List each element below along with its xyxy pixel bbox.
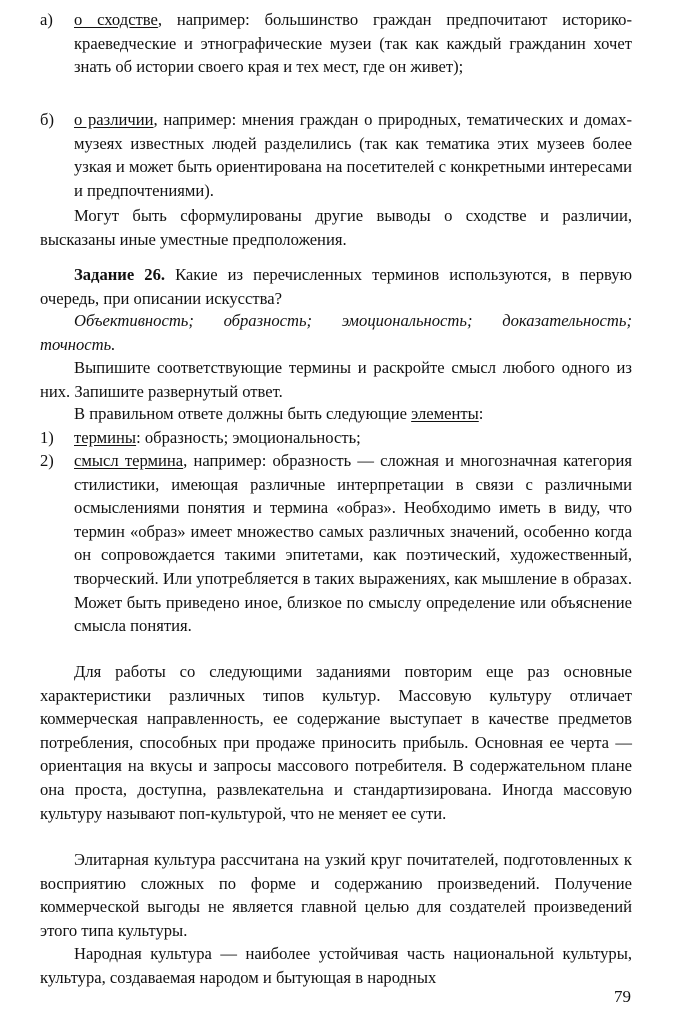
underlined-term: элементы <box>411 404 479 423</box>
list-item-text: , например: мнения граждан о природных, тематических и домах-музеях известных людей разделились (так как тематика этих музеев более узкая и может быть ориентирована на посетителей с конкретными интересами и предпочтениями). <box>74 110 632 200</box>
list-marker: а) <box>40 10 53 29</box>
underlined-term: термины <box>74 428 137 447</box>
underlined-term: смысл термина <box>74 451 184 470</box>
underlined-term: о различии <box>74 110 154 129</box>
paragraph-mass-culture: Для работы со следующими заданиями повторим еще раз основные характеристики различных типов культур. Массовую культуру отличает коммерческая направленность, ее содержание выступает в качестве предметов потребления, способных при продаже приносить прибыль. Основная ее черта — ориентация на вкусы и запросы массового потребителя. В содержательном плане она проста, доступна, развлекательна и стандартизирована. Иногда массовую культуру называют поп-культурой, что не меняет ее сути. <box>40 662 632 823</box>
task-26-terms: Объективность; образность; эмоциональность; доказательность; точность. <box>40 311 632 354</box>
list-marker: 2) <box>40 451 54 470</box>
task-26-instruction: Выпишите соответствующие термины и раскройте смысл любого одного из них. Запишите развернутый ответ. <box>40 358 632 401</box>
task-label: Задание 26. <box>74 265 166 284</box>
list-item-text: , например: большинство граждан предпочитают историко-краеведческие и этнографические музеи (так как каждый гражданин хочет знать об истории своего края и тех мест, где он живет); <box>74 10 632 77</box>
answer-intro-end: : <box>478 404 484 423</box>
underlined-term: о сходстве <box>74 10 158 29</box>
paragraph-folk-culture: Народная культура — наиболее устойчивая часть национальной культуры, культура, создаваемая народом и бытующая в народных <box>40 944 632 987</box>
paragraph-elite-culture: Элитарная культура рассчитана на узкий круг почитателей, подготовленных к восприятию сложных по форме и содержанию произведений. Получение коммерческой выгоды не является главной целью для создателей произведений этого типа культуры. <box>40 850 632 940</box>
list-marker: б) <box>40 110 54 129</box>
paragraph-other-conclusions: Могут быть сформулированы другие выводы о сходстве и различии, высказаны иные уместные предположения. <box>40 206 632 249</box>
list-item-text: , например: образность — сложная и многозначная категория стилистики, имеющая различные интерпретации в связи с различными осмыслениями понятия и термина «образ». Необходимо иметь в виду, что термин «образ» имеет множество самых различных значений, особенно когда он сопровождается такими эпитетами, как поэтический, художественный, творческий. Или употребляется в таких выражениях, как мышление в образах. Может быть приведено иное, близкое по смыслу определение или объяснение смысла понятия. <box>74 451 632 636</box>
task-question-text: Какие из перечисленных терминов используются, в первую очередь, при описании искусства? <box>40 265 632 308</box>
list-marker: 1) <box>40 428 54 447</box>
answer-intro <box>40 402 632 426</box>
page-number: 79 <box>614 987 631 1006</box>
answer-intro-text: В правильном ответе должны быть следующие <box>74 404 412 423</box>
answer-item-1 <box>40 426 632 450</box>
answer-item-2 <box>40 449 632 638</box>
list-item-a <box>40 8 632 79</box>
list-item-text: : образность; эмоциональность; <box>136 428 361 447</box>
task-26-question <box>40 263 632 310</box>
list-item-b <box>40 108 632 202</box>
